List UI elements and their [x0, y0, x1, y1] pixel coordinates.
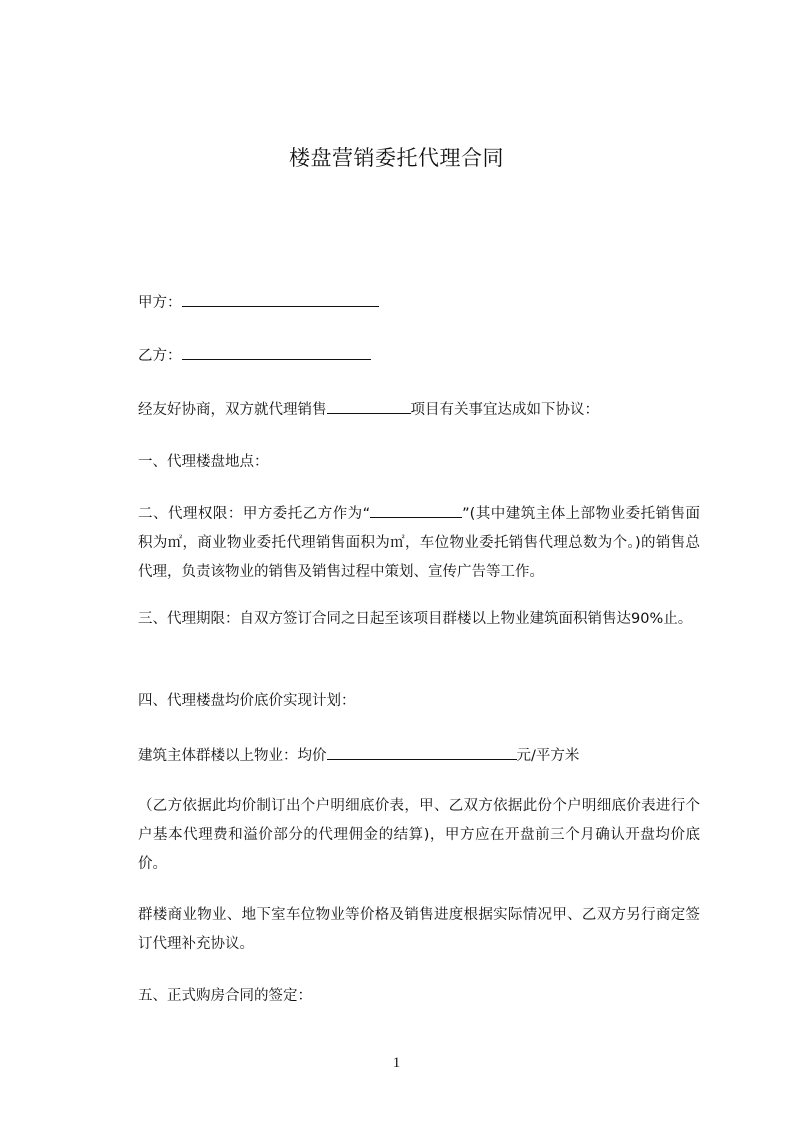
price-prefix: 建筑主体群楼以上物业：均价 [138, 748, 327, 764]
section2-body: ”(其中建筑主体上部物业委托销售面积为㎡，商业物业委托代理销售面积为㎡，车位物业委托销售代理总数为个。)的销售总代理，负责该物业的销售及销售过程中策划、宣传广告等工作。 [138, 506, 700, 580]
price-blank [327, 744, 517, 760]
section2-paragraph [138, 500, 700, 587]
party-a-line [138, 291, 379, 313]
party-a-label: 甲方： [138, 295, 182, 311]
section1-heading: 一、代理楼盘地点： [138, 454, 269, 470]
project-name-blank [327, 398, 411, 414]
section2-prefix: 二、代理权限：甲方委托乙方作为“ [138, 506, 371, 522]
section4-heading: 四、代理楼盘均价底价实现计划： [138, 693, 356, 709]
intro-suffix: 项目有关事宜达成如下协议： [410, 402, 599, 418]
section3-paragraph: 三、代理期限：自双方签订合同之日起至该项目群楼以上物业建筑面积销售达90%止。 [138, 611, 693, 627]
party-b-line [138, 344, 371, 366]
party-a-blank [182, 291, 379, 307]
section5-heading: 五、正式购房合同的签定： [138, 988, 312, 1004]
price-line [138, 744, 579, 766]
contract-title: 楼盘营销委托代理合同 [289, 146, 504, 170]
other-property-paragraph: 群楼商业物业、地下室车位物业等价格及销售进度根据实际情况甲、乙双方另行商定签订代理补充协议。 [138, 907, 700, 952]
price-suffix: 元/平方米 [516, 748, 580, 764]
intro-prefix: 经友好协商，双方就代理销售 [138, 402, 327, 418]
intro-line [138, 398, 599, 420]
party-b-label: 乙方： [138, 348, 182, 364]
agent-role-blank [370, 502, 462, 518]
party-b-blank [182, 344, 371, 360]
price-note-paragraph: （乙方依据此均价制订出个户明细底价表，甲、乙双方依据此份个户明细底价表进行个户基本代理费和溢价部分的代理佣金的结算)，甲方应在开盘前三个月确认开盘均价底价。 [138, 798, 700, 872]
page-number: 1 [392, 1055, 401, 1071]
